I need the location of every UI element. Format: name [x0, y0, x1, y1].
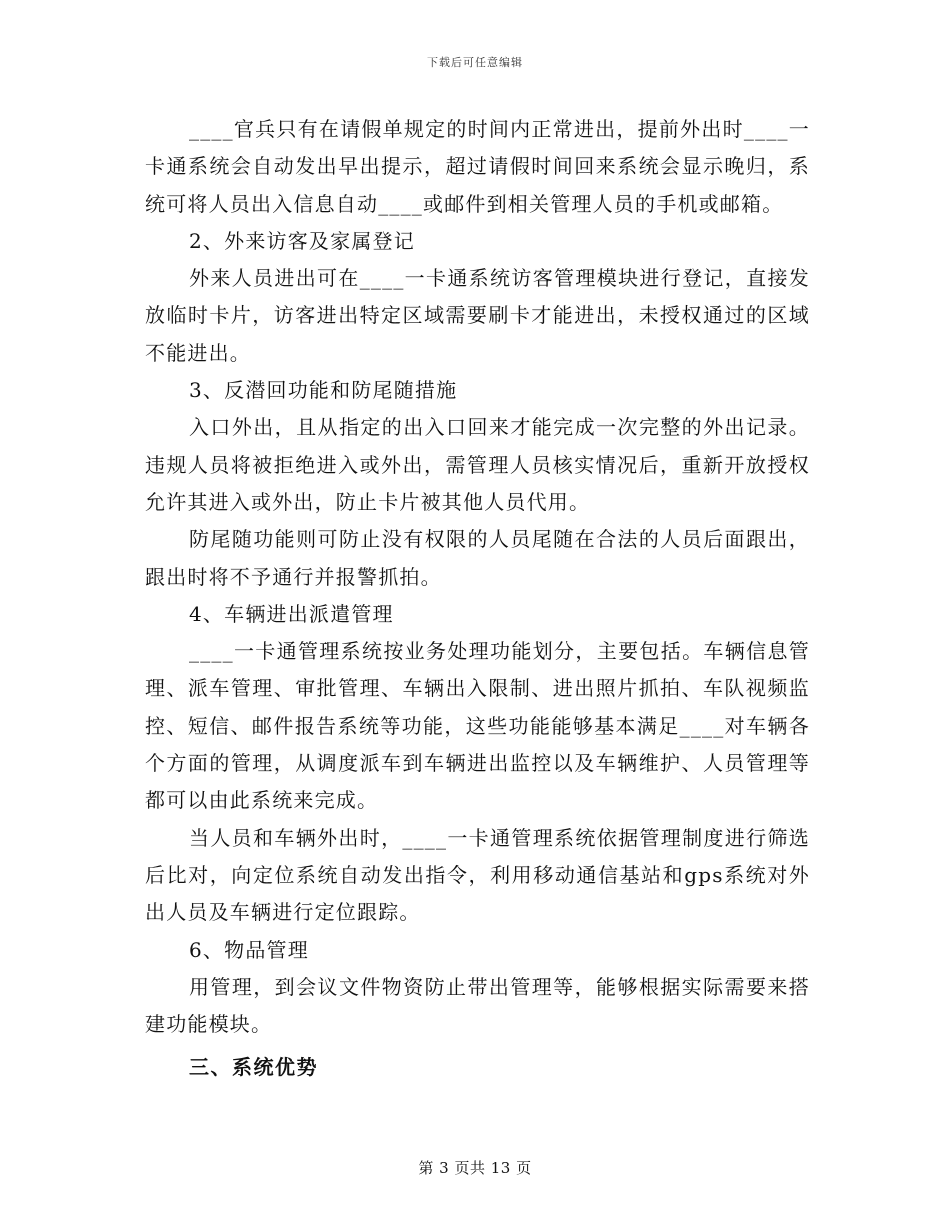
section-heading: 3、反潜回功能和防尾随措施	[189, 378, 458, 403]
paragraph: 用管理，到会议文件物资防止带出管理等，能够根据实际需要来搭建功能模块。	[145, 974, 810, 1037]
document-body	[145, 111, 810, 1087]
section-heading: 2、外来访客及家属登记	[189, 228, 415, 253]
section-heading: 4、车辆进出派遣管理	[189, 601, 394, 626]
paragraph: ____一卡通管理系统按业务处理功能划分，主要包括。车辆信息管理、派车管理、审批管理、车辆出入限制、进出照片抓拍、车队视频监控、短信、邮件报告系统等功能，这些功能能够基本满足____对车辆各个方面的管理，从调度派车到车辆进出监控以及车辆维护、人员管理等都可以由此系统来完成。	[145, 639, 810, 813]
paragraph: 入口外出，且从指定的出入口回来才能完成一次完整的外出记录。违规人员将被拒绝进入或外出，需管理人员核实情况后，重新开放授权允许其进入或外出，防止卡片被其他人员代用。	[145, 415, 810, 514]
paragraph: 防尾随功能则可防止没有权限的人员尾随在合法的人员后面跟出，跟出时将不予通行并报警抓拍。	[145, 527, 810, 589]
page-header-note: 下载后可任意编辑	[427, 56, 523, 69]
section-heading: 6、物品管理	[189, 937, 309, 962]
paragraph: ____官兵只有在请假单规定的时间内正常进出，提前外出时____一卡通系统会自动发出早出提示，超过请假时间回来系统会显示晚归，系统可将人员出入信息自动____或邮件到相关管理人员的手机或邮箱。	[145, 117, 810, 216]
paragraph: 外来人员进出可在____一卡通系统访客管理模块进行登记，直接发放临时卡片，访客进出特定区域需要刷卡才能进出，未授权通过的区域不能进出。	[145, 266, 810, 365]
chapter-heading: 三、系统优势	[189, 1055, 318, 1080]
paragraph: 当人员和车辆外出时，____一卡通管理系统依据管理制度进行筛选后比对，向定位系统自动发出指令，利用移动通信基站和gps系统对外出人员及车辆进行定位跟踪。	[145, 825, 810, 925]
page-number-footer: 第 3 页共 13 页	[418, 1159, 532, 1177]
